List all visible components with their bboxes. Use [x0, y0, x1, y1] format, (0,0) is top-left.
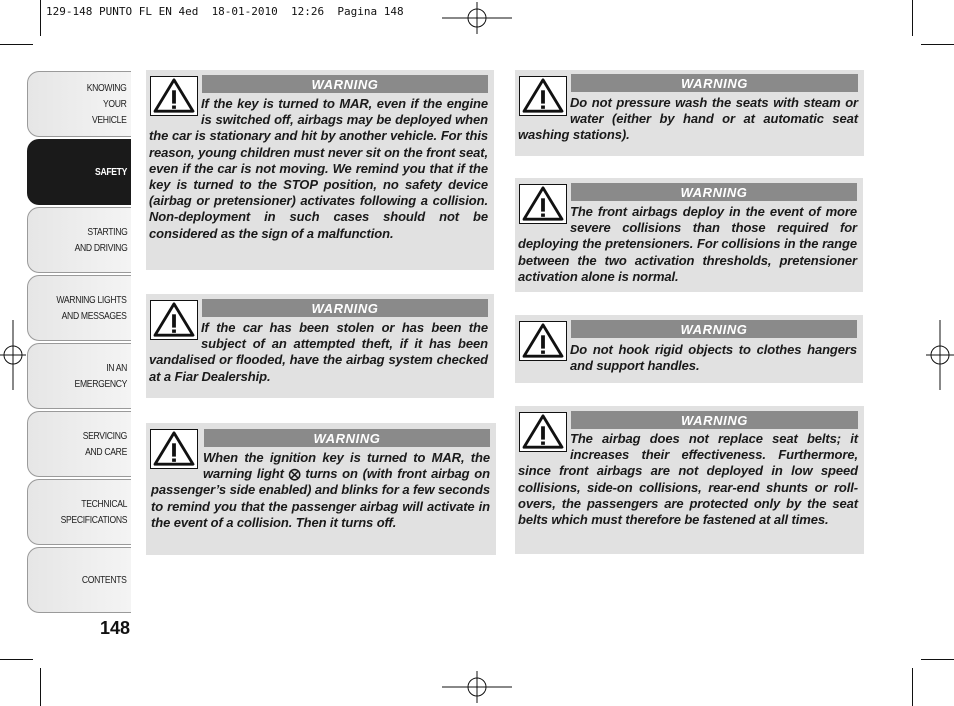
warning-heading: WARNING [311, 300, 379, 316]
warning-box [146, 423, 496, 555]
warning-heading-bar [571, 74, 858, 92]
crop-mark [912, 668, 913, 706]
crop-mark [912, 0, 913, 36]
sidebar-item-warning-lights-and-messages[interactable] [27, 275, 131, 341]
warning-box [146, 294, 494, 398]
warning-heading: WARNING [680, 412, 749, 428]
warning-text-body: Do not pressure wash the seats with steam or water (either by hand or at automatic seat washing stations). [518, 95, 858, 143]
sidebar-item-label: CONTENTS [82, 574, 127, 586]
warning-text-body: If the car has been stolen or has been the subject of an attempted theft, if it has been vandalised or flooded, have the airbag system checked at a Fiar Dealership. [149, 320, 488, 384]
sidebar-item-label: KNOWING YOUR VEHICLE [87, 82, 127, 126]
warning-text [518, 204, 857, 285]
warning-text-body-end: turns on (with front airbag on passenger’s side enabled) and blinks for a few seconds to remind you that the passenger airbag will activate in the event of a collision. Then it turns off. [151, 466, 490, 530]
warning-heading-bar [202, 299, 488, 317]
warning-heading: WARNING [680, 321, 748, 337]
warning-text-body-start: When the ignition key is turned to MAR, the warning light [203, 450, 490, 482]
warning-heading-bar [202, 75, 488, 93]
registration-mark-icon [442, 671, 512, 703]
sidebar-item-label: SAFETY [94, 166, 127, 178]
warning-box [515, 70, 864, 156]
crop-mark [40, 0, 41, 36]
warning-box [515, 178, 863, 292]
registration-mark-icon [926, 320, 954, 390]
warning-heading-bar [571, 320, 857, 338]
crop-mark [921, 44, 954, 45]
print-header: 129-148 PUNTO FL EN 4ed 18-01-2010 12:26 Pagina 148 [46, 5, 404, 18]
sidebar-item-label: TECHNICAL SPECIFICATIONS [60, 498, 127, 526]
sidebar-item-starting-and-driving[interactable] [27, 207, 131, 273]
warning-heading: WARNING [680, 75, 749, 91]
registration-mark-icon [442, 2, 512, 34]
sidebar-item-technical-specifications[interactable] [27, 479, 131, 545]
crop-mark [0, 44, 33, 45]
warning-box [515, 315, 863, 383]
warning-heading-bar [571, 411, 858, 429]
warning-text [149, 96, 488, 242]
warning-text-body: Do not hook rigid objects to clothes hangers and support handles. [570, 342, 857, 374]
sidebar-item-label: IN AN EMERGENCY [74, 362, 127, 390]
sidebar-item-label: STARTING AND DRIVING [74, 226, 127, 254]
warning-heading: WARNING [313, 430, 381, 446]
warning-box [515, 406, 864, 554]
warning-text-body: The front airbags deploy in the event of more severe collisions than those required for deploying the pretensioners. For collisions in the range between the two activation thresholds, pretensioner activation alone is normal. [518, 204, 857, 284]
warning-text-body: The airbag does not replace seat belts; it increases their effectiveness. Furthermore, since front airbags are not deployed in low speed collisions, side-on collisions, rear-end shunts or roll-overs, the passengers are protected only by the seat belts which must therefore be fastened at all times. [518, 431, 858, 528]
page-number: 148 [100, 618, 131, 638]
sidebar-item-contents[interactable] [27, 547, 131, 613]
sidebar-item-label: WARNING LIGHTS AND MESSAGES [56, 294, 127, 322]
warning-heading-bar [204, 429, 490, 447]
warning-text [518, 95, 858, 144]
warning-heading: WARNING [311, 76, 379, 92]
warning-text [518, 431, 858, 528]
registration-mark-icon [0, 320, 26, 390]
sidebar-item-in-an-emergency[interactable] [27, 343, 131, 409]
warning-box [146, 70, 494, 270]
sidebar-item-knowing-your-vehicle[interactable] [27, 71, 131, 137]
warning-heading-bar [571, 183, 857, 201]
crop-mark [921, 659, 954, 660]
airbag-off-light-icon: ⨂ [288, 467, 301, 482]
warning-heading: WARNING [680, 184, 748, 200]
crop-mark [0, 659, 33, 660]
warning-text [149, 320, 488, 385]
sidebar-item-safety[interactable] [27, 139, 131, 205]
sidebar-item-servicing-and-care[interactable] [27, 411, 131, 477]
warning-text [151, 450, 490, 531]
sidebar-item-label: SERVICING AND CARE [82, 430, 127, 458]
warning-text-body: If the key is turned to MAR, even if the engine is switched off, airbags may be deployed when the car is stationary and hit by another vehicle. For this reason, young children must never sit on the front seat, even if the car is not moving. We remind you that if the key is turned to the STOP position, no safety device (airbag or pretensioner) activates following a collision. Non-deployment in such cases should not be considered as the sign of a malfunction. [149, 96, 488, 241]
crop-mark [40, 668, 41, 706]
warning-text [518, 342, 857, 376]
